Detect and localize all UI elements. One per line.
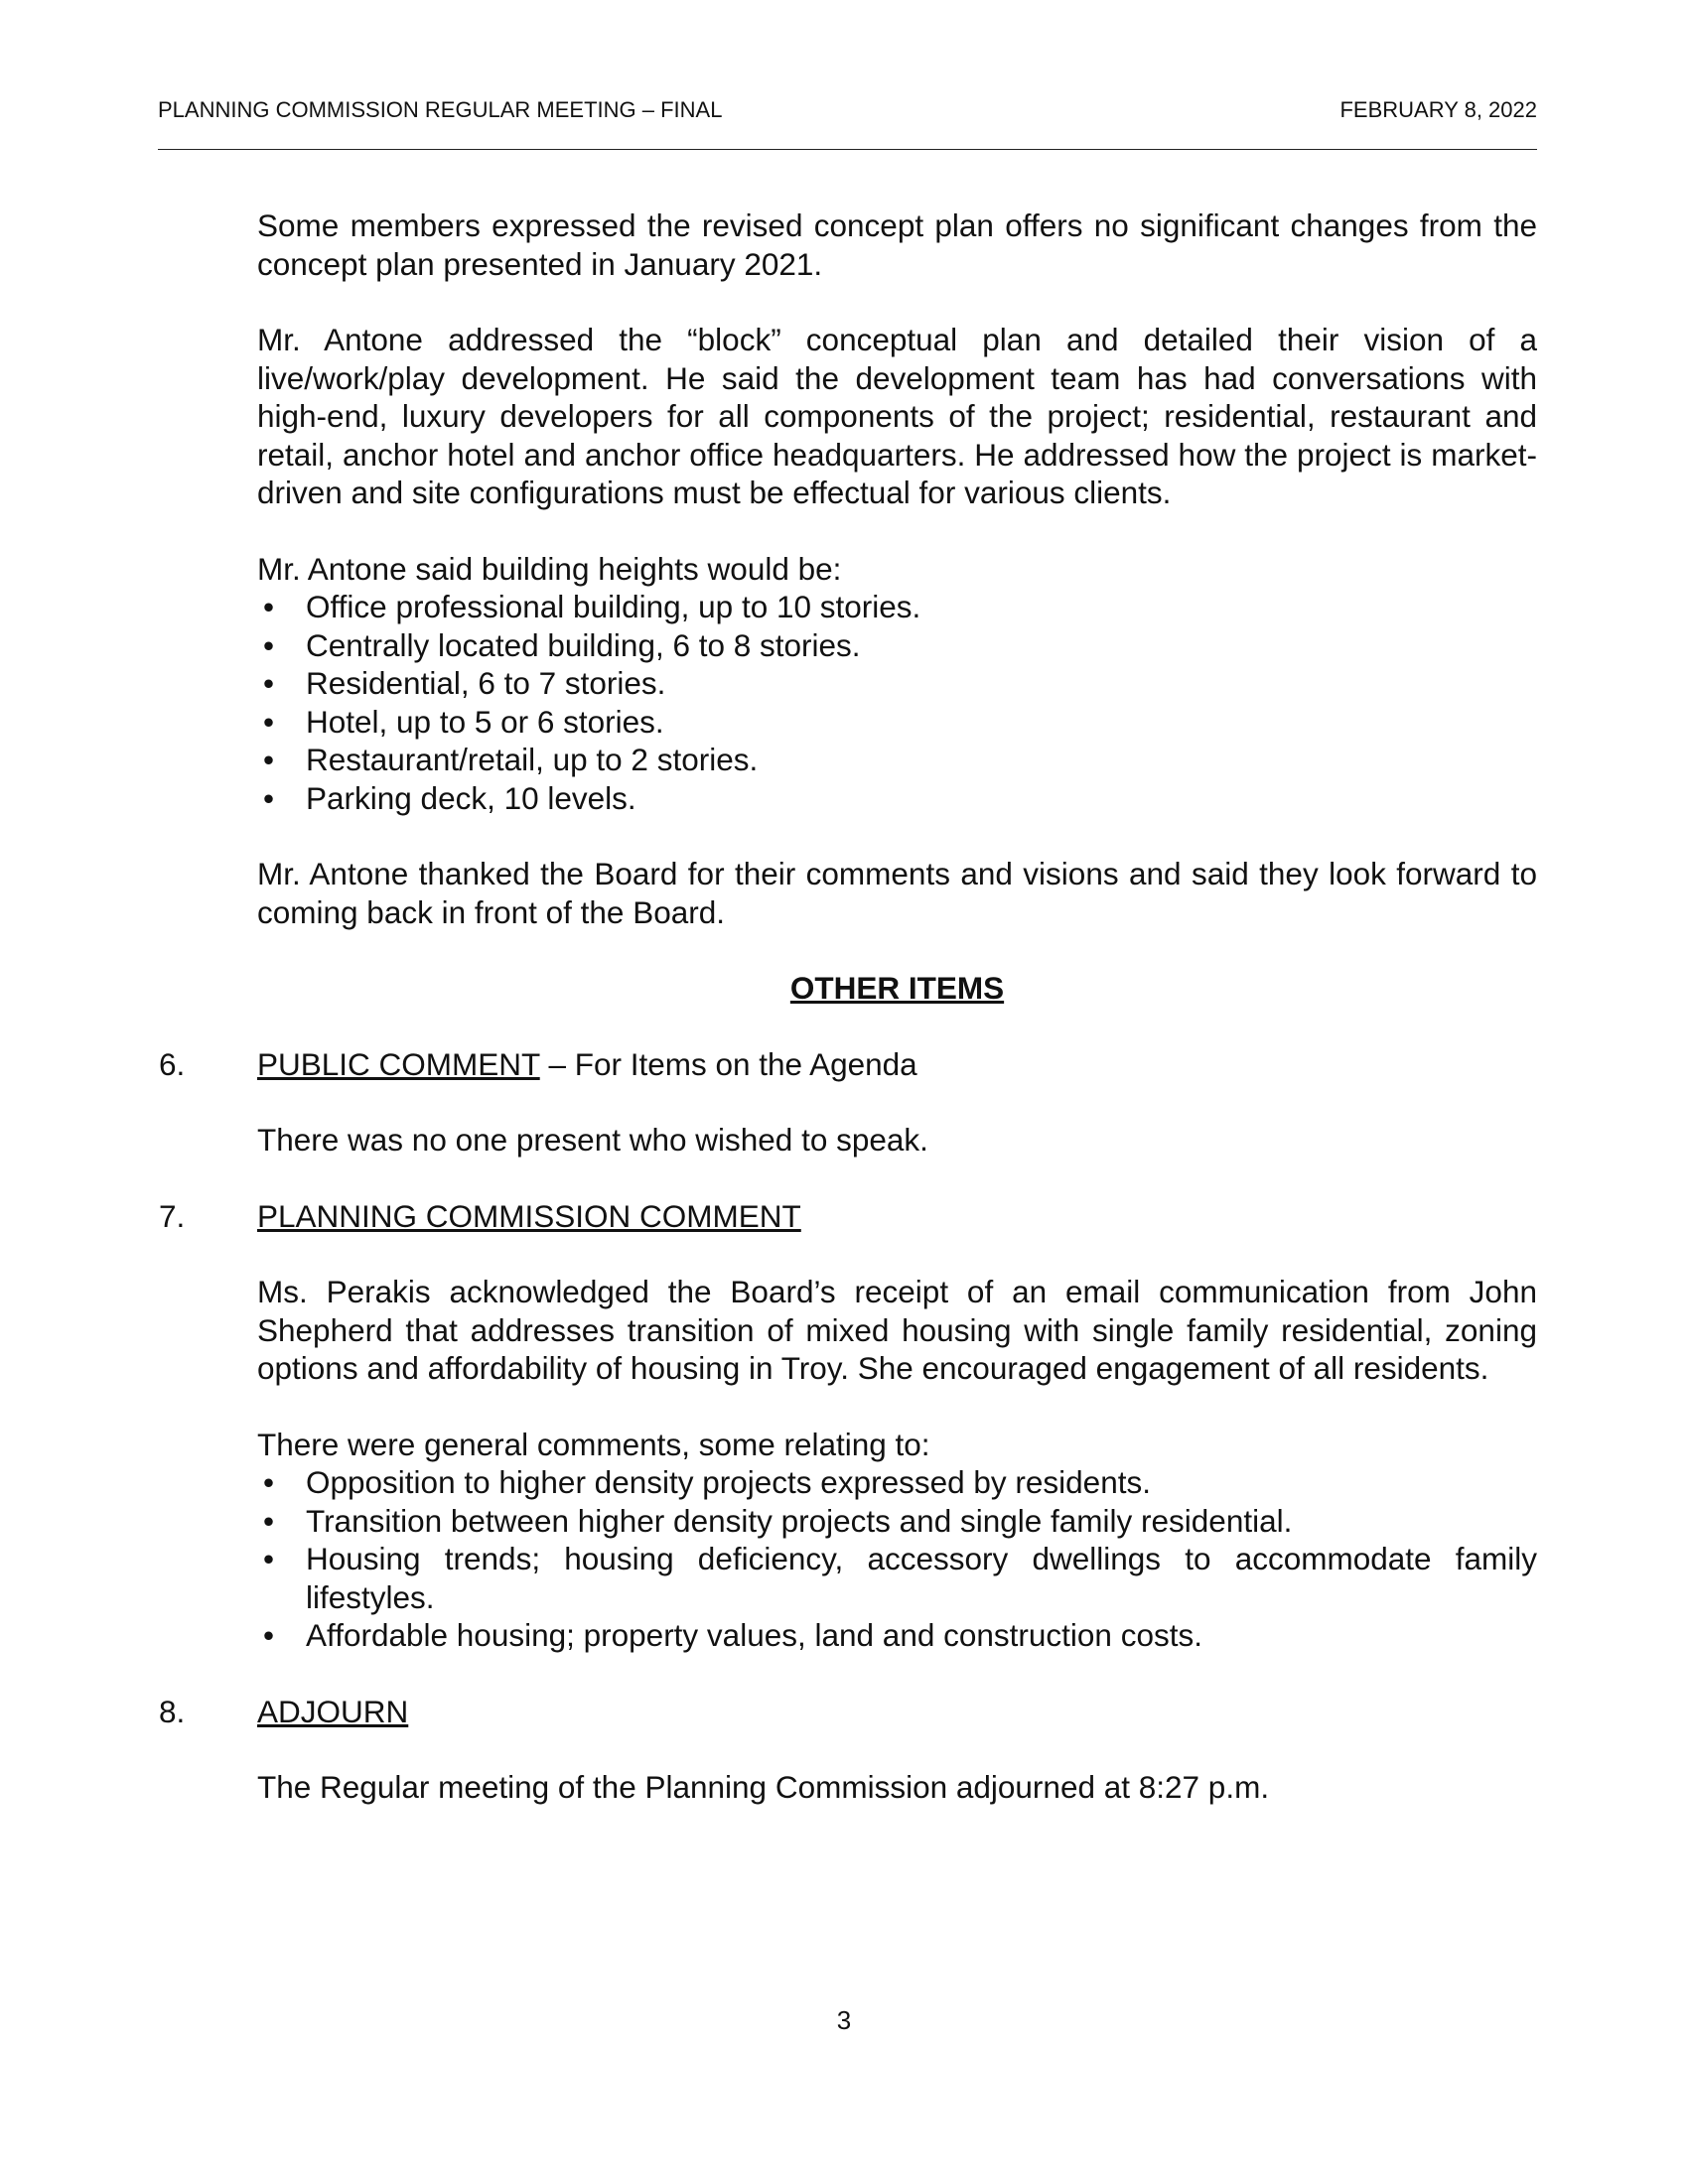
bullet-icon: •: [263, 1502, 275, 1539]
item-title: PLANNING COMMISSION COMMENT: [257, 1197, 801, 1234]
general-comments-list: [257, 1463, 1537, 1655]
list-item: • Restaurant/retail, up to 2 stories.: [263, 742, 759, 777]
list-item: • Affordable housing; property values, land and construction costs.: [263, 1617, 1202, 1653]
item-text: There was no one present who wished to speak.: [257, 1122, 928, 1158]
list-item: • Opposition to higher density projects expressed by residents.: [263, 1464, 1151, 1500]
agenda-item-public-comment: [159, 1045, 1537, 1084]
building-heights-list: [257, 588, 1537, 817]
item-text: Ms. Perakis acknowledged the Board’s receipt of an email communication from John Shepherd that addresses transition of mixed housing with single family residential, zoning options and affordability of housing in Troy. She encouraged engagement of all residents.: [257, 1274, 1537, 1386]
item-title: PUBLIC COMMENT: [257, 1045, 540, 1082]
bullet-icon: •: [263, 742, 275, 777]
bullet-icon: •: [263, 1617, 275, 1653]
list-item: • Housing trends; housing deficiency, accessory dwellings to accommodate family lifestyles.: [263, 1541, 1537, 1615]
bullet-icon: •: [263, 779, 275, 816]
list-item: • Transition between higher density projects and single family residential.: [263, 1502, 1293, 1539]
heights-intro: Mr. Antone said building heights would be:: [257, 550, 842, 587]
item-number: 7.: [159, 1197, 186, 1234]
paragraph-concept-plan: Some members expressed the revised concept plan offers no significant changes from the concept plan presented in January 2021.: [257, 207, 1537, 282]
bullet-icon: •: [263, 1541, 275, 1576]
bullet-icon: •: [263, 665, 275, 701]
list-item: • Residential, 6 to 7 stories.: [263, 665, 666, 701]
document-body: [159, 206, 1537, 1807]
header-date: FEBRUARY 8, 2022: [1339, 97, 1537, 122]
item-number: 8.: [159, 1693, 186, 1729]
paragraph-thanks: Mr. Antone thanked the Board for their comments and visions and said they look forward to coming back in front of the Board.: [257, 856, 1537, 930]
agenda-item-commission-comment: [159, 1197, 1537, 1236]
list-item: • Centrally located building, 6 to 8 stories.: [263, 626, 861, 663]
comments-intro: There were general comments, some relating to:: [257, 1426, 930, 1462]
bullet-icon: •: [263, 626, 275, 663]
bullet-icon: •: [263, 1464, 275, 1500]
paragraph-block-plan: Mr. Antone addressed the “block” conceptual plan and detailed their vision of a live/work/play development. He said the development team has had conversations with high-end, luxury developers for all components of the project; residential, restaurant and retail, anchor hotel and anchor office headquarters. He addressed how the project is market-driven and site configurations must be effectual for various clients.: [257, 322, 1537, 510]
bullet-icon: •: [263, 703, 275, 740]
agenda-item-adjourn: [159, 1693, 1537, 1731]
bullet-icon: •: [263, 589, 275, 624]
item-number: 6.: [159, 1045, 186, 1082]
list-item: • Office professional building, up to 10 stories.: [263, 589, 921, 624]
list-item: • Hotel, up to 5 or 6 stories.: [263, 703, 664, 740]
page-header: [158, 97, 1537, 123]
item-title: ADJOURN: [257, 1693, 409, 1729]
page-number: 3: [836, 2005, 852, 2035]
list-item: • Parking deck, 10 levels.: [263, 779, 636, 816]
item-text: The Regular meeting of the Planning Commission adjourned at 8:27 p.m.: [257, 1769, 1270, 1805]
section-heading: OTHER ITEMS: [789, 970, 1005, 1006]
header-rule: [158, 149, 1537, 150]
item-title-suffix: – For Items on the Agenda: [539, 1045, 917, 1082]
header-title: PLANNING COMMISSION REGULAR MEETING – FINAL: [158, 97, 723, 122]
